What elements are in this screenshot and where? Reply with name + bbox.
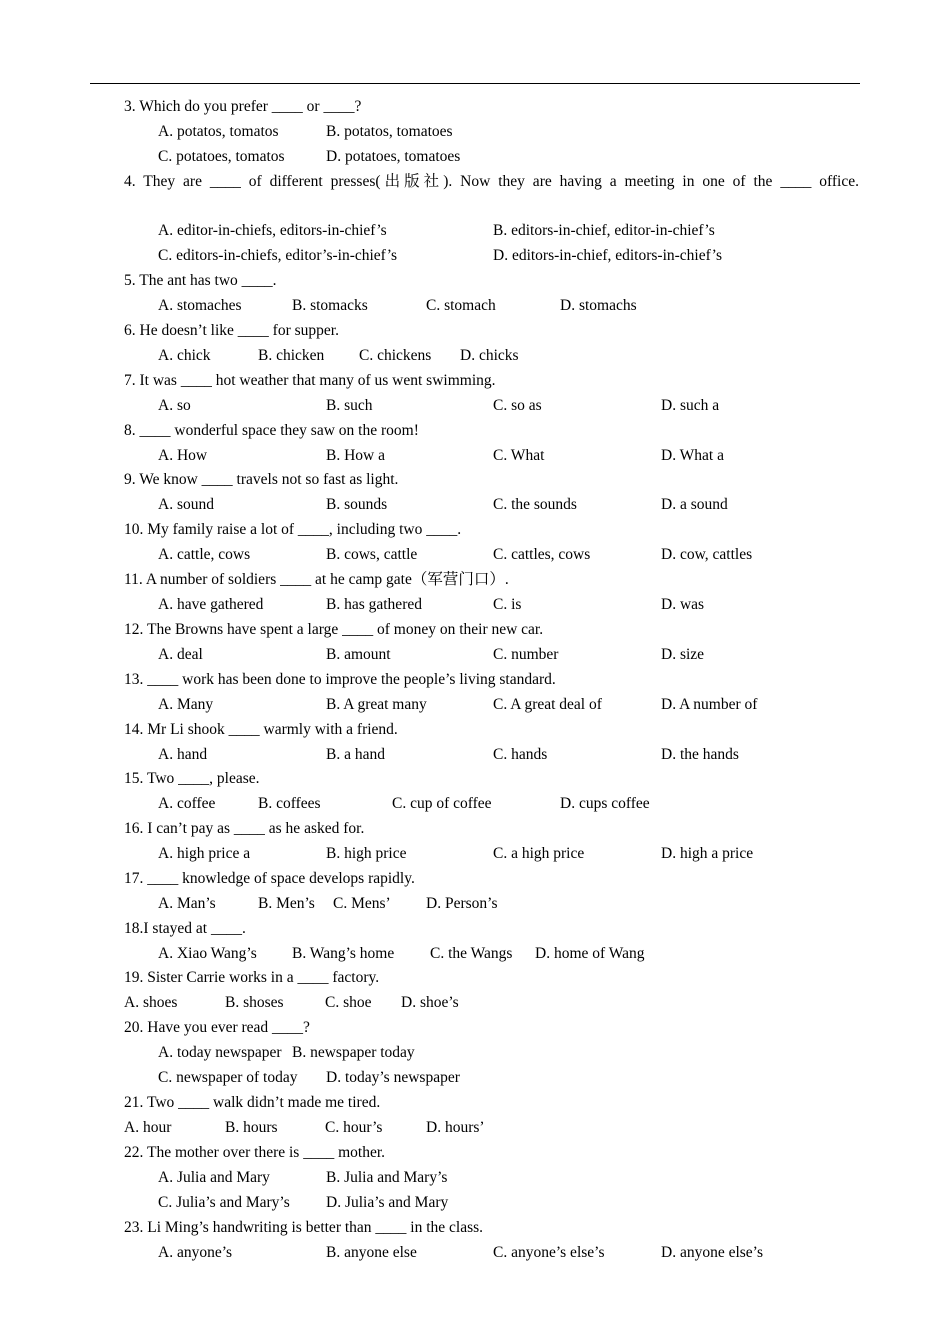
question-16-option-b[interactable]: B. high price [326, 845, 407, 862]
question-20-stem: 20. Have you ever read ____? [124, 1019, 310, 1036]
question-20-option-d[interactable]: D. today’s newspaper [326, 1069, 460, 1086]
question-9-option-a[interactable]: A. sound [158, 496, 214, 513]
question-12-option-d[interactable]: D. size [661, 646, 705, 663]
question-10-option-a[interactable]: A. cattle, cows [158, 546, 251, 563]
question-8-stem: 8. ____ wonderful space they saw on the room! [124, 422, 419, 439]
question-7-option-b[interactable]: B. such [326, 397, 373, 414]
question-8-option-d[interactable]: D. What a [661, 447, 724, 464]
question-19-option-c[interactable]: C. shoe [325, 994, 372, 1011]
question-23-option-c[interactable]: C. anyone’s else’s [493, 1244, 605, 1261]
question-8-option-c[interactable]: C. What [493, 447, 545, 464]
question-15-option-b[interactable]: B. coffees [258, 795, 321, 812]
question-14-option-c[interactable]: C. hands [493, 746, 548, 763]
question-9-option-b[interactable]: B. sounds [326, 496, 388, 513]
question-7-stem: 7. It was ____ hot weather that many of us went swimming. [124, 372, 496, 389]
question-11-option-c[interactable]: C. is [493, 596, 522, 613]
question-14-option-b[interactable]: B. a hand [326, 746, 385, 763]
question-17-option-b[interactable]: B. Men’s [258, 895, 315, 912]
question-14-option-d[interactable]: D. the hands [661, 746, 739, 763]
question-9-option-d[interactable]: D. a sound [661, 496, 728, 513]
question-13-option-b[interactable]: B. A great many [326, 696, 427, 713]
question-19-option-b[interactable]: B. shoses [225, 994, 284, 1011]
question-12-option-b[interactable]: B. amount [326, 646, 391, 663]
question-7-option-a[interactable]: A. so [158, 397, 191, 414]
question-16-option-a[interactable]: A. high price a [158, 845, 251, 862]
question-13-option-d[interactable]: D. A number of [661, 696, 758, 713]
question-7-option-d[interactable]: D. such a [661, 397, 720, 414]
question-4-option-a[interactable]: A. editor-in-chiefs, editors-in-chief’s [158, 222, 387, 239]
question-20-option-a[interactable]: A. today newspaper [158, 1044, 282, 1061]
question-16-stem: 16. I can’t pay as ____ as he asked for. [124, 820, 365, 837]
question-22-stem: 22. The mother over there is ____ mother. [124, 1144, 386, 1161]
question-11-option-a[interactable]: A. have gathered [158, 596, 264, 613]
question-5-option-d[interactable]: D. stomachs [560, 297, 637, 314]
question-12-stem: 12. The Browns have spent a large ____ of money on their new car. [124, 621, 544, 638]
question-17-option-c[interactable]: C. Mens’ [333, 895, 391, 912]
question-21-option-b[interactable]: B. hours [225, 1119, 278, 1136]
question-12-option-a[interactable]: A. deal [158, 646, 203, 663]
question-3-option-a[interactable]: A. potatos, tomatos [158, 123, 279, 140]
question-4-stem: 4. They are ____ of different presses(出版社). Now they are having a meeting in one of the ____ office. [124, 173, 859, 190]
question-9-stem: 9. We know ____ travels not so fast as light. [124, 471, 399, 488]
question-10-option-d[interactable]: D. cow, cattles [661, 546, 753, 563]
question-19-option-d[interactable]: D. shoe’s [401, 994, 459, 1011]
question-5-option-a[interactable]: A. stomaches [158, 297, 242, 314]
question-19-option-a[interactable]: A. shoes [124, 994, 178, 1011]
question-23-stem: 23. Li Ming’s handwriting is better than ____ in the class. [124, 1219, 484, 1236]
question-4-option-c[interactable]: C. editors-in-chiefs, editor’s-in-chief’s [158, 247, 398, 264]
question-6-option-a[interactable]: A. chick [158, 347, 211, 364]
question-9-option-c[interactable]: C. the sounds [493, 496, 577, 513]
question-18-option-a[interactable]: A. Xiao Wang’s [158, 945, 257, 962]
question-20-option-c[interactable]: C. newspaper of today [158, 1069, 298, 1086]
question-22-option-b[interactable]: B. Julia and Mary’s [326, 1169, 448, 1186]
question-21-stem: 21. Two ____ walk didn’t made me tired. [124, 1094, 381, 1111]
question-18-option-d[interactable]: D. home of Wang [535, 945, 645, 962]
question-17-stem: 17. ____ knowledge of space develops rapidly. [124, 870, 415, 887]
question-4-option-d[interactable]: D. editors-in-chief, editors-in-chief’s [493, 247, 722, 264]
question-3-option-c[interactable]: C. potatoes, tomatos [158, 148, 285, 165]
question-8-option-b[interactable]: B. How a [326, 447, 385, 464]
question-19-stem: 19. Sister Carrie works in a ____ factory. [124, 969, 380, 986]
question-16-option-c[interactable]: C. a high price [493, 845, 585, 862]
question-5-option-b[interactable]: B. stomacks [292, 297, 368, 314]
question-7-option-c[interactable]: C. so as [493, 397, 542, 414]
question-5-stem: 5. The ant has two ____. [124, 272, 277, 289]
question-22-option-a[interactable]: A. Julia and Mary [158, 1169, 270, 1186]
question-22-option-d[interactable]: D. Julia’s and Mary [326, 1194, 449, 1211]
question-13-option-c[interactable]: C. A great deal of [493, 696, 602, 713]
question-6-option-d[interactable]: D. chicks [460, 347, 519, 364]
question-21-option-c[interactable]: C. hour’s [325, 1119, 383, 1136]
question-3-option-d[interactable]: D. potatoes, tomatoes [326, 148, 461, 165]
question-14-stem: 14. Mr Li shook ____ warmly with a friend. [124, 721, 398, 738]
question-3-stem: 3. Which do you prefer ____ or ____? [124, 98, 362, 115]
question-18-option-c[interactable]: C. the Wangs [430, 945, 513, 962]
question-22-option-c[interactable]: C. Julia’s and Mary’s [158, 1194, 290, 1211]
question-17-option-d[interactable]: D. Person’s [426, 895, 498, 912]
question-3-option-b[interactable]: B. potatos, tomatoes [326, 123, 453, 140]
question-11-option-d[interactable]: D. was [661, 596, 705, 613]
question-23-option-a[interactable]: A. anyone’s [158, 1244, 233, 1261]
question-18-option-b[interactable]: B. Wang’s home [292, 945, 395, 962]
question-21-option-d[interactable]: D. hours’ [426, 1119, 485, 1136]
question-6-option-b[interactable]: B. chicken [258, 347, 325, 364]
header-rule [90, 83, 860, 84]
question-8-option-a[interactable]: A. How [158, 447, 208, 464]
question-6-option-c[interactable]: C. chickens [359, 347, 432, 364]
question-15-option-d[interactable]: D. cups coffee [560, 795, 650, 812]
question-15-stem: 15. Two ____, please. [124, 770, 260, 787]
question-14-option-a[interactable]: A. hand [158, 746, 208, 763]
question-21-option-a[interactable]: A. hour [124, 1119, 172, 1136]
question-17-option-a[interactable]: A. Man’s [158, 895, 216, 912]
question-13-option-a[interactable]: A. Many [158, 696, 214, 713]
question-10-stem: 10. My family raise a lot of ____, including two ____. [124, 521, 462, 538]
question-18-stem: 18.I stayed at ____. [124, 920, 246, 937]
question-23-option-b[interactable]: B. anyone else [326, 1244, 417, 1261]
question-6-stem: 6. He doesn’t like ____ for supper. [124, 322, 339, 339]
question-16-option-d[interactable]: D. high a price [661, 845, 754, 862]
question-5-option-c[interactable]: C. stomach [426, 297, 496, 314]
question-10-option-c[interactable]: C. cattles, cows [493, 546, 591, 563]
question-20-option-b[interactable]: B. newspaper today [292, 1044, 415, 1061]
question-15-option-a[interactable]: A. coffee [158, 795, 216, 812]
question-13-stem: 13. ____ work has been done to improve the people’s living standard. [124, 671, 556, 688]
question-15-option-c[interactable]: C. cup of coffee [392, 795, 492, 812]
question-11-option-b[interactable]: B. has gathered [326, 596, 422, 613]
question-11-stem: 11. A number of soldiers ____ at he camp gate（军营门口）. [124, 571, 509, 588]
question-10-option-b[interactable]: B. cows, cattle [326, 546, 418, 563]
question-12-option-c[interactable]: C. number [493, 646, 559, 663]
question-23-option-d[interactable]: D. anyone else’s [661, 1244, 764, 1261]
question-4-option-b[interactable]: B. editors-in-chief, editor-in-chief’s [493, 222, 715, 239]
